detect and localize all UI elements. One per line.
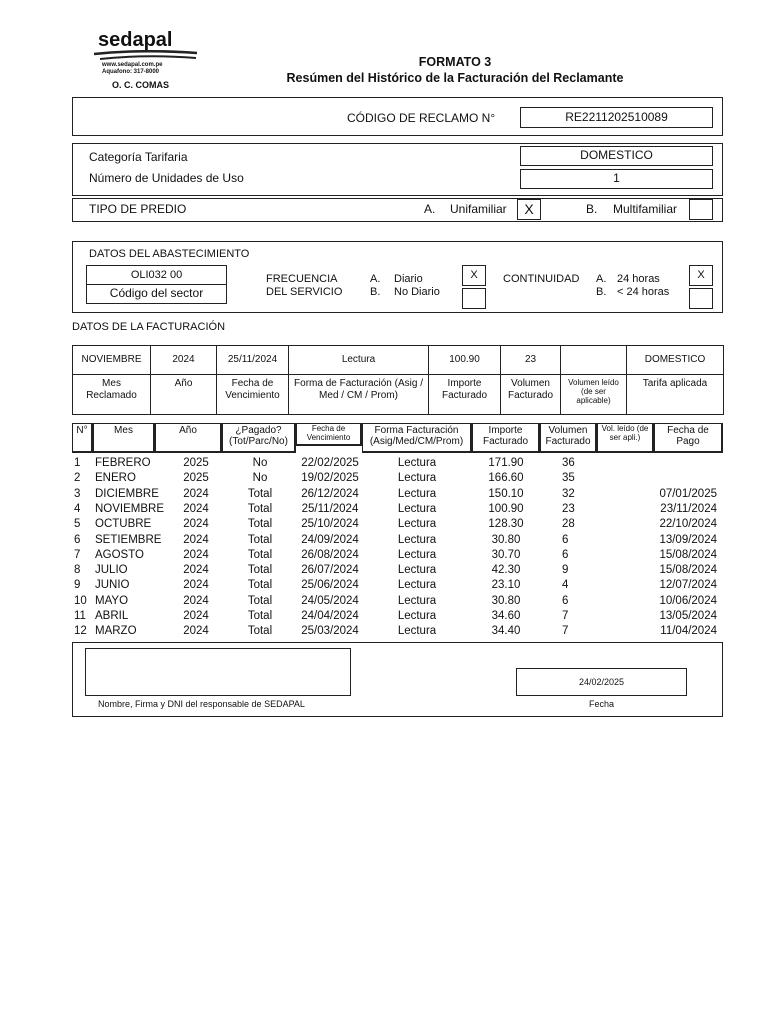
facturacion-label: Volumen Facturado — [500, 374, 561, 415]
column-header: Forma Facturación (Asig/Med/CM/Prom) — [362, 423, 472, 453]
no-diario-checkbox[interactable] — [462, 288, 486, 309]
column-header: N° — [72, 423, 93, 453]
table-cell: No — [252, 457, 268, 469]
table-cell: AGOSTO — [95, 548, 144, 561]
sedapal-logo — [92, 30, 202, 78]
table-cell: 30.80 — [491, 533, 521, 546]
date-label: Fecha — [588, 699, 614, 709]
table-cell: 128.30 — [488, 518, 524, 531]
table-cell: 07/01/2025 — [659, 487, 717, 500]
table-cell: JULIO — [95, 564, 128, 577]
table-cell: MAYO — [95, 594, 129, 607]
table-cell: DICIEMBRE — [95, 487, 159, 500]
table-cell: Total — [247, 594, 273, 607]
table-cell: Lectura — [397, 518, 437, 531]
table-cell: 6 — [74, 533, 81, 546]
table-cell: 24/05/2024 — [301, 594, 359, 607]
24h-label: 24 horas — [617, 273, 660, 285]
facturacion-label: Forma de Facturación (Asig / Med / CM / Prom) — [288, 374, 429, 415]
table-cell: 4 — [562, 579, 569, 592]
table-cell: 11 — [74, 610, 86, 622]
table-cell: NOVIEMBRE — [95, 502, 165, 515]
sector-code-field: OLI032 00 — [86, 265, 227, 285]
table-cell: 9 — [562, 564, 569, 577]
unifamiliar-label: Unifamiliar — [450, 202, 507, 216]
table-cell: 171.90 — [488, 457, 524, 469]
logo-brand: sedapal — [98, 29, 173, 51]
table-cell: Lectura — [397, 610, 437, 622]
table-cell: 22/02/2025 — [301, 457, 359, 469]
table-cell: 2025 — [183, 457, 209, 469]
table-row — [0, 548, 768, 563]
table-cell: 2024 — [183, 502, 209, 515]
table-cell: 2024 — [183, 518, 209, 531]
column-header: Importe Facturado — [472, 423, 540, 453]
table-cell: 25/10/2024 — [301, 518, 359, 531]
table-cell: 19/02/2025 — [301, 472, 359, 485]
table-cell: ENERO — [95, 472, 136, 485]
table-cell: 100.90 — [488, 502, 524, 515]
table-cell: 10/06/2024 — [659, 594, 717, 607]
facturacion-value: NOVIEMBRE — [72, 345, 151, 375]
table-cell: JUNIO — [95, 579, 130, 592]
multifamiliar-checkbox[interactable] — [689, 199, 713, 220]
table-row — [0, 502, 768, 517]
table-cell: 23/11/2024 — [660, 502, 717, 515]
frecuencia-label-2: DEL SERVICIO — [266, 286, 343, 298]
signature-box[interactable] — [85, 648, 351, 696]
table-cell: 6 — [562, 548, 569, 561]
table-cell: Lectura — [397, 564, 437, 577]
table-row — [0, 471, 768, 486]
table-cell: FEBRERO — [95, 457, 151, 469]
table-row — [0, 563, 768, 578]
table-cell: 12/07/2024 — [659, 579, 717, 592]
table-cell: 35 — [562, 472, 575, 485]
facturacion-label: Mes Reclamado — [72, 374, 151, 415]
table-cell: 2024 — [183, 564, 209, 577]
diario-letter: A. — [370, 273, 381, 285]
table-cell: 2024 — [183, 533, 209, 546]
categoria-field: DOMESTICO — [520, 146, 713, 166]
table-cell: 5 — [74, 518, 81, 531]
table-cell: 24/04/2024 — [301, 610, 359, 622]
facturacion-label: Año — [150, 374, 217, 415]
table-cell: Lectura — [397, 457, 437, 469]
table-cell: 2024 — [183, 487, 209, 500]
24h-letter: A. — [596, 273, 607, 285]
facturacion-label: Fecha de Vencimiento — [216, 374, 289, 415]
diario-label: Diario — [394, 273, 423, 285]
table-cell: SETIEMBRE — [95, 533, 162, 546]
table-cell: 42.30 — [491, 564, 521, 577]
table-row — [0, 533, 768, 548]
table-cell: 6 — [562, 594, 569, 607]
logo-waves — [92, 50, 200, 62]
table-cell: Total — [247, 518, 273, 531]
table-cell: 2024 — [183, 548, 209, 561]
table-cell: 7 — [562, 625, 569, 638]
table-row — [0, 456, 768, 471]
24h-checkbox[interactable]: X — [689, 265, 713, 286]
less-24h-letter: B. — [596, 286, 607, 298]
option-a-letter: A. — [424, 202, 436, 216]
table-cell: 28 — [562, 518, 575, 531]
table-row — [0, 578, 768, 593]
table-cell: ABRIL — [95, 610, 129, 622]
facturacion-value — [560, 345, 627, 375]
table-cell: 9 — [74, 579, 81, 592]
facturacion-value: 100.90 — [428, 345, 501, 375]
facturacion-label: Volumen leído (de ser aplicable) — [560, 374, 627, 415]
table-cell: Lectura — [397, 548, 437, 561]
frecuencia-label: FRECUENCIA — [266, 273, 338, 285]
continuidad-label: CONTINUIDAD — [503, 273, 580, 285]
column-header: Vol. leído (de ser apli.) — [597, 423, 654, 453]
column-header: Volumen Facturado — [540, 423, 597, 453]
table-cell: Total — [247, 487, 273, 500]
table-cell: 26/08/2024 — [301, 548, 359, 561]
table-cell: Lectura — [397, 625, 437, 638]
unidades-label: Número de Unidades de Uso — [89, 171, 244, 185]
table-cell: 7 — [562, 610, 569, 622]
table-cell: 25/03/2024 — [301, 625, 359, 638]
column-header: Año — [155, 423, 222, 453]
table-cell: Lectura — [397, 594, 437, 607]
table-cell: 23.10 — [491, 579, 521, 592]
table-row — [0, 624, 768, 639]
column-header: ¿Pagado? (Tot/Parc/No) — [222, 423, 296, 453]
table-cell: MARZO — [95, 625, 137, 638]
signature-label: Nombre, Firma y DNI del responsable de SEDAPAL — [98, 699, 305, 709]
table-cell: 34.40 — [491, 625, 521, 638]
table-cell: 7 — [74, 548, 81, 561]
facturacion-value: 2024 — [150, 345, 217, 375]
table-cell: Lectura — [397, 533, 437, 546]
table-cell: Total — [247, 533, 273, 546]
less-24h-checkbox[interactable] — [689, 288, 713, 309]
column-header: Mes — [93, 423, 155, 453]
logo-phone: Aquafono: 317-8000 — [102, 69, 160, 75]
table-cell: 2024 — [183, 610, 209, 622]
column-header: Fecha de Pago — [654, 423, 723, 453]
table-cell: Lectura — [397, 487, 437, 500]
table-cell: 150.10 — [488, 487, 524, 500]
table-cell: 13/09/2024 — [659, 533, 717, 546]
table-cell: 2024 — [183, 594, 209, 607]
no-diario-label: No Diario — [394, 286, 440, 298]
table-cell: 15/08/2024 — [659, 564, 717, 577]
option-b-letter: B. — [586, 202, 598, 216]
table-cell: Total — [247, 625, 273, 638]
facturacion-label: Importe Facturado — [428, 374, 501, 415]
table-cell: 30.80 — [491, 594, 521, 607]
table-cell: 2025 — [183, 472, 209, 485]
unidades-field: 1 — [520, 169, 713, 189]
unifamiliar-checkbox[interactable]: X — [517, 199, 541, 220]
reclamo-code-field: RE2211202510089 — [520, 107, 713, 128]
table-cell: 30.70 — [491, 548, 521, 561]
table-cell: 13/05/2024 — [659, 610, 717, 622]
table-cell: Total — [247, 502, 273, 515]
table-cell: 6 — [562, 533, 569, 546]
table-cell: 25/11/2024 — [301, 502, 359, 515]
table-cell: Total — [247, 610, 273, 622]
table-cell: Total — [247, 579, 273, 592]
table-cell: 15/08/2024 — [659, 548, 717, 561]
table-cell: 25/06/2024 — [301, 579, 359, 592]
table-cell: 4 — [74, 502, 81, 515]
sector-label: Código del sector — [86, 284, 227, 304]
table-cell: 26/07/2024 — [301, 564, 359, 577]
facturacion-value: 23 — [500, 345, 561, 375]
categoria-label: Categoría Tarifaria — [89, 150, 188, 164]
table-cell: 24/09/2024 — [301, 533, 359, 546]
table-cell: 3 — [74, 487, 81, 500]
table-cell: 23 — [562, 502, 575, 515]
reclamo-label: CÓDIGO DE RECLAMO N° — [347, 111, 496, 125]
office-name: O. C. COMAS — [112, 80, 170, 90]
table-cell: Lectura — [397, 502, 437, 515]
facturacion-value: Lectura — [288, 345, 429, 375]
multifamiliar-label: Multifamiliar — [613, 202, 678, 216]
diario-checkbox[interactable]: X — [462, 265, 486, 286]
facturacion-value: DOMESTICO — [626, 345, 724, 375]
no-diario-letter: B. — [370, 286, 381, 298]
logo-web: www.sedapal.com.pe — [102, 62, 163, 68]
table-cell: 166.60 — [488, 472, 524, 485]
page-subtitle: Resúmen del Histórico de la Facturación del Reclamante — [286, 71, 624, 85]
table-row — [0, 487, 768, 502]
abastecimiento-title: DATOS DEL ABASTECIMIENTO — [89, 248, 250, 260]
table-cell: 2 — [74, 472, 81, 485]
table-row — [0, 594, 768, 609]
table-cell: 12 — [74, 625, 87, 638]
table-cell: 22/10/2024 — [659, 518, 717, 531]
column-header: Fecha de Vencimiento — [296, 423, 362, 446]
table-cell: No — [252, 472, 268, 485]
table-cell: 8 — [74, 564, 81, 577]
table-cell: 11/04/2024 — [660, 625, 717, 638]
table-cell: Lectura — [397, 579, 437, 592]
table-row — [0, 517, 768, 532]
table-cell: 2024 — [183, 625, 209, 638]
table-cell: 34.60 — [491, 610, 521, 622]
table-cell: 10 — [74, 594, 87, 607]
date-field: 24/02/2025 — [516, 668, 687, 696]
table-cell: 32 — [562, 487, 575, 500]
page-title: FORMATO 3 — [418, 55, 492, 69]
facturacion-title: DATOS DE LA FACTURACIÓN — [72, 321, 226, 333]
table-cell: OCTUBRE — [95, 518, 152, 531]
predio-label: TIPO DE PREDIO — [89, 202, 187, 216]
table-cell: 1 — [74, 457, 81, 469]
table-cell: Total — [247, 564, 273, 577]
table-cell: Total — [247, 548, 273, 561]
facturacion-value: 25/11/2024 — [216, 345, 289, 375]
table-cell: 36 — [562, 457, 575, 469]
table-row — [0, 609, 768, 624]
table-cell: Lectura — [397, 472, 437, 485]
table-cell: 26/12/2024 — [301, 487, 359, 500]
less-24h-label: < 24 horas — [617, 286, 670, 298]
table-cell: 2024 — [183, 579, 209, 592]
facturacion-label: Tarifa aplicada — [626, 374, 724, 415]
